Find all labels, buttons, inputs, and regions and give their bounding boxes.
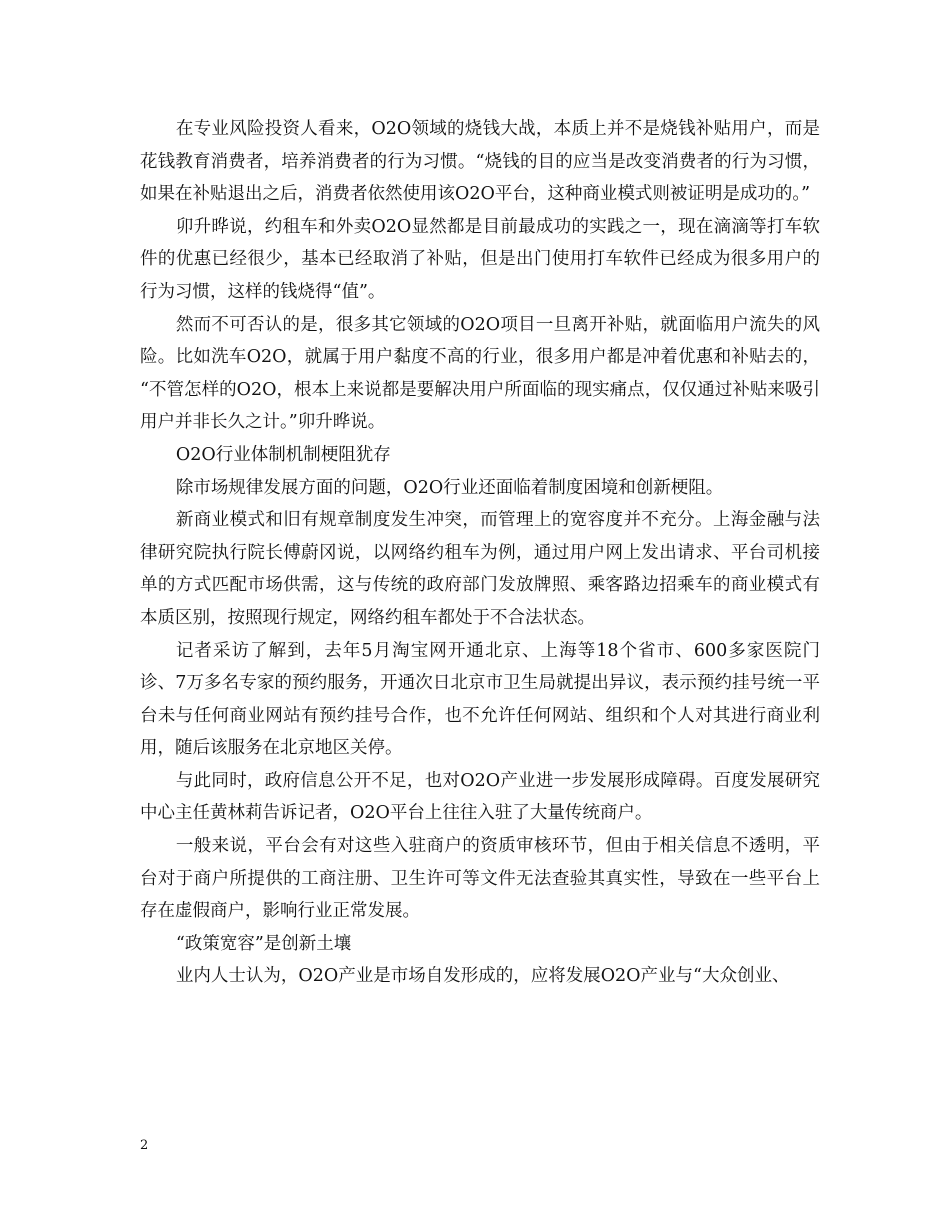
paragraph: 卯升晔说，约租车和外卖O2O显然都是目前最成功的实践之一，现在滴滴等打车软件的优惠已经很少，基本已经取消了补贴，但是出门使用打车软件已经成为很多用户的行为习惯，这样的钱烧得“值”。 xyxy=(140,216,820,302)
paragraph: 新商业模式和旧有规章制度发生冲突，而管理上的宽容度并不充分。上海金融与法律研究院执行院长傅蔚冈说，以网络约租车为例，通过用户网上发出请求、平台司机接单的方式匹配市场供需，这与传统的政府部门发放牌照、乘客路边招乘车的商业模式有本质区别，按照现行规定，网络约租车都处于不合法状态。 xyxy=(140,510,820,628)
page-number: 2 xyxy=(140,1138,149,1153)
paragraph: 在专业风险投资人看来，O2O领域的烧钱大战，本质上并不是烧钱补贴用户，而是花钱教育消费者，培养消费者的行为习惯。“烧钱的目的应当是改变消费者的行为习惯，如果在补贴退出之后，消费者依然使用该O2O平台，这种商业模式则被证明是成功的。” xyxy=(140,119,820,205)
paragraph: 除市场规律发展方面的问题，O2O行业还面临着制度困境和创新梗阻。 xyxy=(175,477,724,498)
paragraph: 与此同时，政府信息公开不足，也对O2O产业进一步发展形成障碍。百度发展研究中心主任黄林莉告诉记者，O2O平台上往往入驻了大量传统商户。 xyxy=(140,770,820,824)
article-body xyxy=(140,113,820,993)
section-heading: “政策宽容”是创新土壤 xyxy=(175,933,352,954)
paragraph: 记者采访了解到，去年5月淘宝网开通北京、上海等18个省市、600多家医院门诊、7万多名专家的预约服务，开通次日北京市卫生局就提出异议，表示预约挂号统一平台未与任何商业网站有预约挂号合作，也不允许任何网站、组织和个人对其进行商业利用，随后该服务在北京地区关停。 xyxy=(140,640,820,759)
paragraph: 然而不可否认的是，很多其它领域的O2O项目一旦离开补贴，就面临用户流失的风险。比如洗车O2O，就属于用户黏度不高的行业，很多用户都是冲着优惠和补贴去的， “不管怎样的O2O，根本上来说都是要解决用户所面临的现实痛点，仅仅通过补贴来吸引用户并非长久之计。”卯升晔说。 xyxy=(140,314,820,433)
paragraph: 业内人士认为，O2O产业是市场自发形成的，应将发展O2O产业与“大众创业、 xyxy=(175,966,790,987)
section-heading: O2O行业体制机制梗阻犹存 xyxy=(175,444,391,465)
paragraph: 一般来说，平台会有对这些入驻商户的资质审核环节，但由于相关信息不透明，平台对于商户所提供的工商注册、卫生许可等文件无法查验其真实性，导致在一些平台上存在虚假商户，影响行业正常发展。 xyxy=(140,836,820,922)
